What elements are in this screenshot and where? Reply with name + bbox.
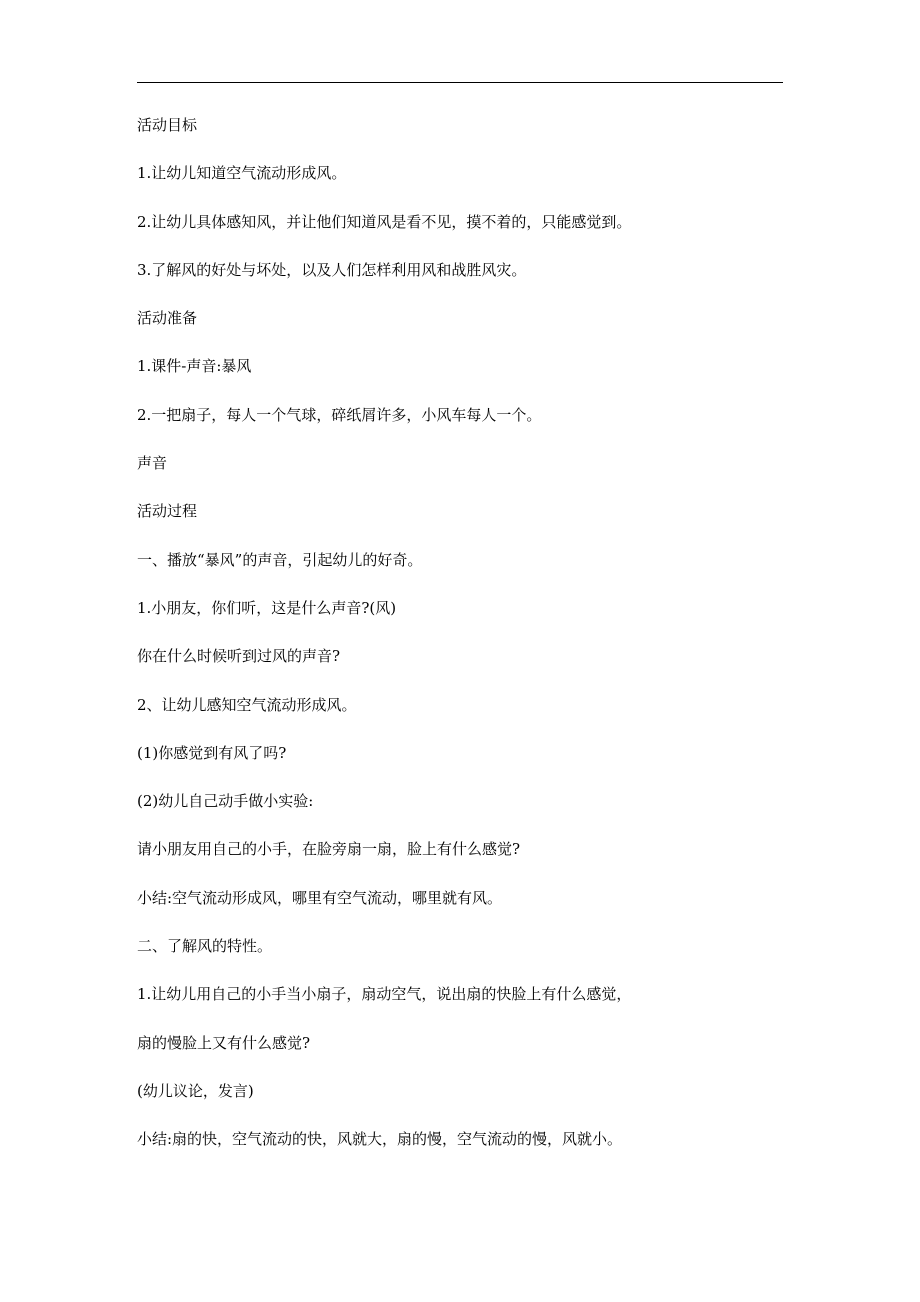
paragraph-line: 2、让幼儿感知空气流动形成风。	[137, 695, 357, 714]
goal-item-3: 3.了解风的好处与坏处，以及人们怎样利用风和战胜风灾。	[137, 260, 527, 279]
process-step-1: 一、播放“暴风”的声音，引起幼儿的好奇。	[137, 550, 423, 569]
preparation-item-1: 1.课件-声音:暴风	[137, 357, 252, 376]
paragraph-line: 扇的慢脸上又有什么感觉?	[137, 1033, 311, 1052]
paragraph-line: (1)你感觉到有风了吗?	[137, 743, 287, 762]
section-heading-process: 活动过程	[137, 502, 198, 521]
goal-item-2: 2.让幼儿具体感知风，并让他们知道风是看不见，摸不着的，只能感觉到。	[137, 212, 632, 231]
paragraph-line: (2)幼儿自己动手做小实验:	[137, 792, 314, 811]
paragraph-line: 请小朋友用自己的小手，在脸旁扇一扇，脸上有什么感觉?	[137, 840, 521, 859]
summary-line: 小结:扇的快，空气流动的快，风就大，扇的慢，空气流动的慢，风就小。	[137, 1130, 623, 1149]
header-rule	[137, 82, 783, 83]
process-step-2: 二、了解风的特性。	[137, 937, 273, 956]
section-heading-goals: 活动目标	[137, 116, 198, 134]
paragraph-line: (幼儿议论，发言)	[137, 1081, 254, 1100]
section-heading-preparation: 活动准备	[137, 309, 198, 328]
preparation-item-2: 2.一把扇子，每人一个气球，碎纸屑许多，小风车每人一个。	[137, 405, 542, 424]
paragraph-line: 1.小朋友，你们听，这是什么声音?(风)	[137, 598, 397, 617]
paragraph-line: 声音	[137, 454, 168, 473]
document-body	[137, 110, 797, 1173]
paragraph-line: 1.让幼儿用自己的小手当小扇子，扇动空气，说出扇的快脸上有什么感觉，	[137, 985, 632, 1004]
summary-line: 小结:空气流动形成风，哪里有空气流动，哪里就有风。	[137, 888, 503, 907]
goal-item-1: 1.让幼儿知道空气流动形成风。	[137, 164, 347, 183]
paragraph-line: 你在什么时候听到过风的声音?	[137, 647, 341, 666]
